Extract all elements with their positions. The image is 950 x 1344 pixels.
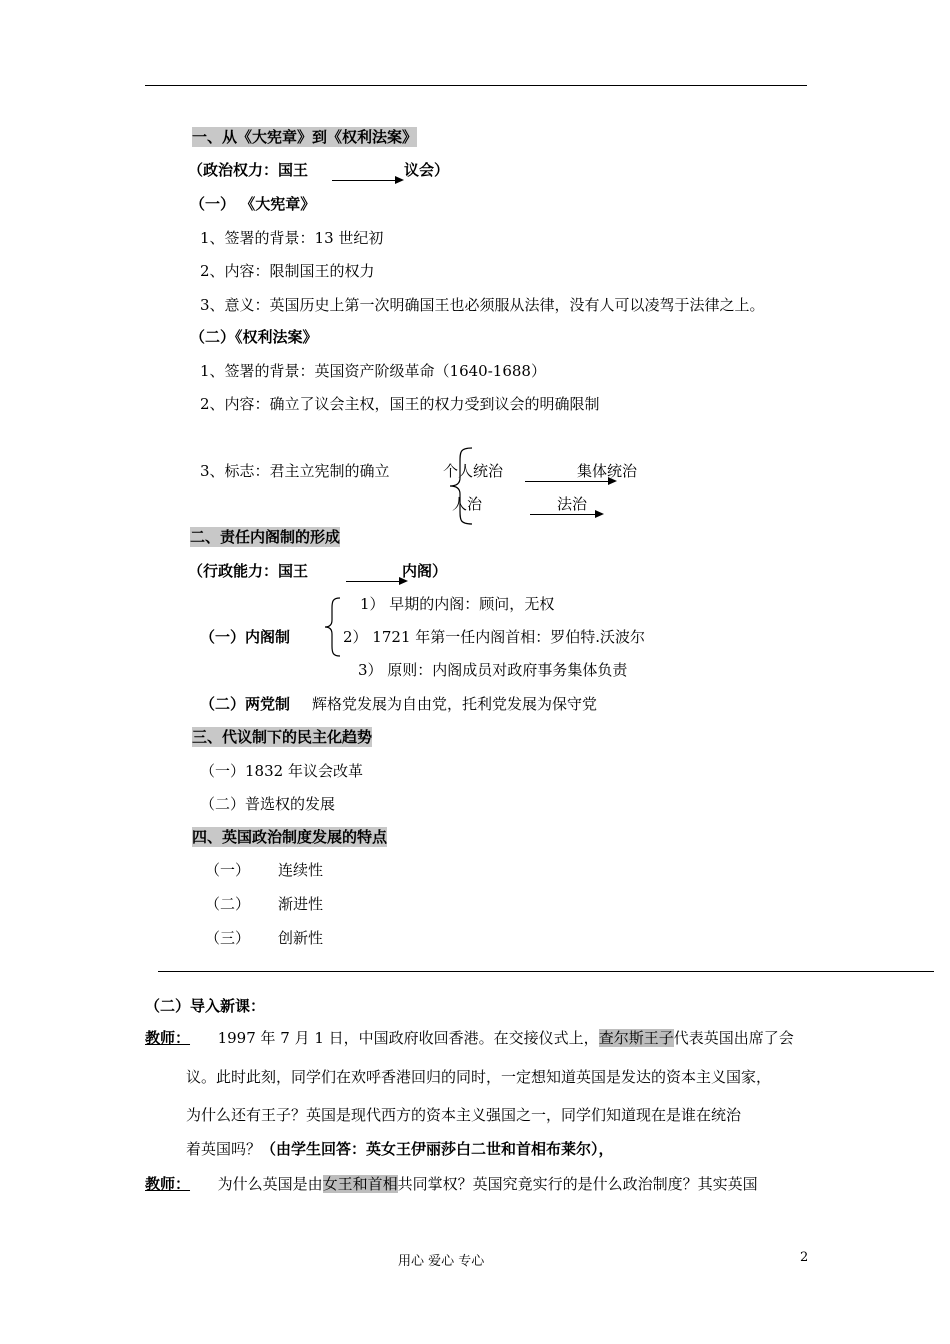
mid-rule bbox=[158, 971, 934, 972]
brace-icon bbox=[322, 596, 344, 658]
intro-line-4 bbox=[186, 1139, 614, 1159]
magna-item-3: 3、意义：英国历史上第一次明确国王也必须服从法律，没有人可以凌驾于法律之上。 bbox=[200, 296, 765, 314]
section3-item-1: （一）1832 年议会改革 bbox=[200, 762, 363, 780]
page-number: 2 bbox=[800, 1250, 809, 1265]
cabinet-item-2: 2） 1721 年第一任内阁首相：罗伯特.沃波尔 bbox=[343, 628, 646, 646]
section4-text-2: 渐进性 bbox=[278, 895, 324, 913]
arrow-icon bbox=[332, 180, 402, 181]
collective-rule: 集体统治 bbox=[577, 462, 638, 480]
two-party-text: 辉格党发展为自由党，托利党发展为保守党 bbox=[312, 695, 598, 713]
political-power-target: 议会） bbox=[404, 161, 450, 179]
cabinet-item-1: 1） 早期的内阁：顾问，无权 bbox=[360, 595, 555, 613]
highlight-text: 女王和首相 bbox=[322, 1175, 398, 1193]
subsection-two-party: （二）两党制 bbox=[200, 695, 291, 713]
section3-item-2: （二）普选权的发展 bbox=[200, 795, 336, 813]
top-rule bbox=[145, 85, 807, 86]
section4-num-3: （三） bbox=[205, 929, 251, 947]
magna-item-1: 1、签署的背景：13 世纪初 bbox=[200, 229, 384, 247]
intro-heading: （二）导入新课： bbox=[145, 997, 266, 1015]
cabinet-item-3: 3） 原则：内阁成员对政府事务集体负责 bbox=[358, 661, 628, 679]
teacher-line-2 bbox=[145, 1174, 758, 1194]
brace-icon bbox=[446, 446, 476, 526]
subsection-magna-carta: （一） 《大宪章》 bbox=[190, 195, 316, 213]
bill-item-1: 1、签署的背景：英国资产阶级革命（1640-1688） bbox=[200, 362, 546, 380]
bill-item-2: 2、内容：确立了议会主权，国王的权力受到议会的明确限制 bbox=[200, 395, 600, 413]
section4-text-3: 创新性 bbox=[278, 929, 324, 947]
section4-num-1: （一） bbox=[205, 861, 251, 879]
intro-text: 代表英国出席了会 bbox=[673, 1029, 794, 1047]
section4-num-2: （二） bbox=[205, 895, 251, 913]
highlight-text: 查尔斯王子 bbox=[598, 1029, 674, 1047]
intro-text: 共同掌权？英国究竟实行的是什么政治制度？其实英国 bbox=[397, 1175, 758, 1193]
student-answer: （由学生回答：英女王伊丽莎白二世和首相布莱尔）， bbox=[261, 1140, 614, 1158]
executive-power-label: （行政能力：国王 bbox=[188, 562, 309, 580]
bill-item-3: 3、标志：君主立宪制的确立 bbox=[200, 462, 390, 480]
rule-of-law: 法治 bbox=[557, 495, 588, 513]
executive-power-target: 内阁） bbox=[402, 562, 448, 580]
teacher-line-1 bbox=[145, 1028, 794, 1048]
section4-title: 四、英国政治制度发展的特点 bbox=[192, 828, 388, 846]
section3-title: 三、代议制下的民主化趋势 bbox=[192, 728, 373, 746]
arrow-icon bbox=[346, 581, 406, 582]
section4-text-1: 连续性 bbox=[278, 861, 324, 879]
intro-line-3: 为什么还有王子？英国是现代西方的资本主义强国之一，同学们知道现在是谁在统治 bbox=[186, 1106, 742, 1124]
subsection-cabinet: （一）内阁制 bbox=[200, 628, 291, 646]
intro-line-2: 议。此时此刻，同学们在欢呼香港回归的同时，一定想知道英国是发达的资本主义国家， bbox=[186, 1068, 772, 1086]
intro-text: 为什么英国是由 bbox=[217, 1175, 323, 1193]
section1-title: 一、从《大宪章》到《权利法案》 bbox=[192, 128, 418, 146]
footer-motto: 用心 爱心 专心 bbox=[398, 1254, 485, 1269]
rule-of-man: 人治 bbox=[452, 495, 483, 513]
rule-by-person: 个人统治 bbox=[443, 462, 504, 480]
political-power-label: （政治权力：国王 bbox=[188, 161, 309, 179]
arrow-icon bbox=[530, 514, 602, 515]
subsection-bill-of-rights: （二）《权利法案》 bbox=[190, 328, 318, 346]
arrow-icon bbox=[525, 481, 615, 482]
teacher-label: 教师： bbox=[145, 1029, 191, 1047]
intro-text: 着英国吗？ bbox=[186, 1140, 262, 1158]
magna-item-2: 2、内容：限制国王的权力 bbox=[200, 262, 375, 280]
intro-text: 1997 年 7 月 1 日，中国政府收回香港。在交接仪式上， bbox=[217, 1029, 599, 1047]
section2-title: 二、责任内阁制的形成 bbox=[190, 528, 341, 546]
teacher-label: 教师： bbox=[145, 1175, 191, 1193]
